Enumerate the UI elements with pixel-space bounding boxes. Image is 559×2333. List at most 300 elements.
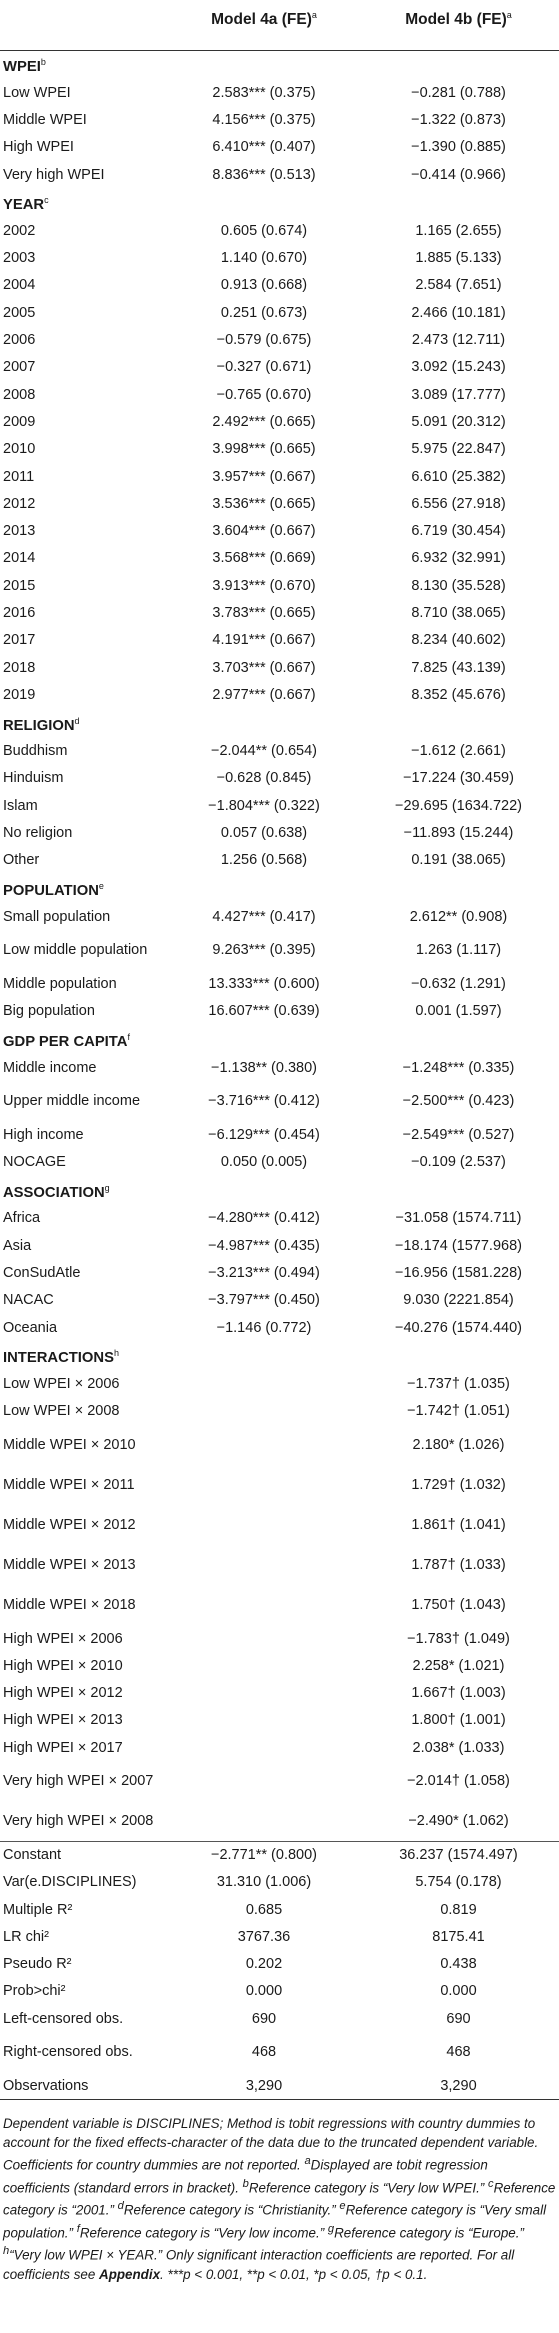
model-4a-value: −1.804*** (0.322) — [208, 797, 320, 814]
model-4a-value — [170, 1545, 358, 1585]
table-row — [0, 847, 559, 874]
model-4b-stat: 468 — [446, 2044, 471, 2061]
table-row — [0, 161, 559, 188]
table-row — [0, 1652, 559, 1679]
row-label: 2007 — [3, 359, 36, 376]
model-4a-value: 13.333*** (0.600) — [208, 975, 320, 992]
row-label: 2013 — [3, 523, 36, 540]
model-4a-value: 3.604*** (0.667) — [212, 523, 316, 540]
model-4b-value: 1.750† (1.043) — [411, 1596, 506, 1613]
stats-row — [0, 2072, 559, 2099]
row-label: High WPEI — [3, 139, 74, 156]
table-row — [0, 1314, 559, 1341]
row-label: High WPEI × 2017 — [3, 1739, 123, 1756]
model-4b-value: −40.276 (1574.440) — [395, 1319, 522, 1336]
stat-label: Observations — [0, 2072, 170, 2099]
table-row — [0, 1425, 559, 1465]
model-4a-stat: 31.310 (1.006) — [216, 1874, 312, 1891]
model-4a-value: 9.263*** (0.395) — [212, 942, 316, 959]
header-model-4a-label: Model 4a (FE) — [211, 11, 312, 29]
section-header-row — [0, 50, 559, 79]
table-row — [0, 436, 559, 463]
section-title — [0, 50, 559, 79]
model-4b-stat: 8175.41 — [432, 1928, 485, 1945]
model-4a-value: 3.913*** (0.670) — [212, 577, 316, 594]
table-row — [0, 970, 559, 997]
model-4a-value: 0.605 (0.674) — [220, 222, 308, 239]
model-4b-value: 8.710 (38.065) — [411, 604, 506, 621]
model-4a-value: 4.191*** (0.667) — [212, 632, 316, 649]
model-4a-value: −0.327 (0.671) — [216, 359, 312, 376]
stats-row — [0, 2005, 559, 2032]
row-label: Islam — [3, 797, 38, 814]
row-label: Small population — [3, 908, 111, 925]
row-label: Middle WPEI × 2018 — [3, 1596, 136, 1613]
note-method: Dependent variable is DISCIPLINES; Method is tobit regressions with country dummies to account for the fixed effects-character of the data due to the truncated dependent variable. Coefficients for country dummies are not reported. — [3, 2116, 539, 2173]
row-label: High income — [3, 1126, 84, 1143]
model-4b-value: −16.956 (1581.228) — [395, 1265, 522, 1282]
header-blank — [0, 0, 170, 50]
model-4a-value: −1.138** (0.380) — [210, 1059, 317, 1076]
row-label: 2011 — [3, 468, 35, 485]
table-row — [0, 1761, 559, 1801]
model-4b-value: −2.014† (1.058) — [407, 1773, 510, 1790]
row-label: Oceania — [3, 1319, 58, 1336]
row-label: Middle WPEI × 2013 — [3, 1556, 136, 1573]
stat-label: Prob>chi² — [3, 1983, 66, 2000]
model-4b-value: 2.466 (10.181) — [411, 304, 506, 321]
model-4a-stat: 0.685 — [245, 1901, 283, 1918]
stats-row — [0, 1923, 559, 1950]
table-row — [0, 244, 559, 271]
model-4a-value: 8.836*** (0.513) — [212, 166, 316, 183]
model-4b-value: 3.092 (15.243) — [411, 359, 506, 376]
model-4b-value: 2.038* (1.033) — [412, 1739, 505, 1756]
stats-row — [0, 1869, 559, 1896]
table-row — [0, 1054, 559, 1081]
section-title — [0, 874, 559, 903]
row-label: 2009 — [3, 413, 36, 430]
model-4a-value: −2.044** (0.654) — [210, 743, 317, 760]
section-title-sup: g — [104, 1182, 110, 1193]
model-4b-value: −2.500*** (0.423) — [402, 1093, 515, 1110]
model-4a-stat: 690 — [251, 2010, 277, 2027]
table-row — [0, 1625, 559, 1652]
row-label: Low WPEI — [3, 84, 71, 101]
model-4b-value: 2.180* (1.026) — [412, 1436, 505, 1453]
model-4b-value: 6.556 (27.918) — [411, 495, 506, 512]
table-row — [0, 1081, 559, 1121]
table-row — [0, 1707, 559, 1734]
model-4a-value: 2.977*** (0.667) — [212, 686, 316, 703]
model-4a-stat: 0.000 — [245, 1983, 283, 2000]
table-body — [0, 50, 559, 2100]
row-label: 2002 — [3, 222, 36, 239]
stats-row — [0, 2032, 559, 2072]
model-4a-value: −3.716*** (0.412) — [208, 1093, 320, 1110]
model-4b-value: 6.932 (32.991) — [411, 550, 506, 567]
section-title-text: RELIGION — [3, 717, 75, 734]
section-title-text: POPULATION — [3, 882, 99, 899]
model-4b-stat: 5.754 (0.178) — [415, 1874, 502, 1891]
model-4a-value: 1.256 (0.568) — [220, 852, 308, 869]
table-row — [0, 681, 559, 708]
row-label: Asia — [3, 1237, 32, 1254]
note-c: Reference category is “2001.” — [3, 2180, 556, 2218]
row-label: ConSudAtle — [3, 1265, 81, 1282]
row-label: Middle WPEI × 2010 — [3, 1436, 136, 1453]
row-label: 2014 — [3, 550, 36, 567]
table-row — [0, 463, 559, 490]
row-label: 2012 — [3, 495, 36, 512]
table-row — [0, 903, 559, 930]
row-label: 2016 — [3, 604, 36, 621]
row-label: 2019 — [3, 686, 36, 703]
header-model-4a — [170, 0, 358, 50]
table-row — [0, 599, 559, 626]
header-model-4b — [358, 0, 559, 50]
row-label: 2005 — [3, 304, 36, 321]
model-4b-value: −2.490* (1.062) — [408, 1813, 509, 1830]
row-label: Hinduism — [3, 770, 64, 787]
model-4a-value — [170, 1370, 358, 1397]
model-4b-value: 7.825 (43.139) — [411, 659, 506, 676]
appendix-link[interactable]: Appendix — [99, 2266, 161, 2282]
model-4a-value: −3.213*** (0.494) — [208, 1265, 320, 1282]
model-4a-value — [170, 1398, 358, 1425]
note-significance: . ***p < 0.001, **p < 0.01, *p < 0.05, †p < 0.1. — [160, 2266, 428, 2282]
row-label: No religion — [3, 825, 73, 842]
table-row — [0, 819, 559, 846]
section-header-row — [0, 188, 559, 217]
note-e: Reference category is “Very small population.” — [3, 2202, 547, 2241]
section-title — [0, 709, 559, 738]
model-4b-value: −1.742† (1.051) — [407, 1403, 510, 1420]
table-row — [0, 1205, 559, 1232]
model-4b-value: 1.165 (2.655) — [415, 222, 502, 239]
model-4a-stat: 3,290 — [170, 2072, 358, 2099]
table-row — [0, 1734, 559, 1761]
model-4a-value: −0.628 (0.845) — [216, 770, 312, 787]
stat-label: Multiple R² — [3, 1901, 73, 1918]
table-row — [0, 1398, 559, 1425]
model-4b-value: 1.800† (1.001) — [411, 1712, 506, 1729]
section-header-row — [0, 1025, 559, 1054]
table-row — [0, 1465, 559, 1505]
table-row — [0, 998, 559, 1025]
stats-row — [0, 1841, 559, 1868]
stats-row — [0, 1951, 559, 1978]
model-4a-value: 3.536*** (0.665) — [212, 495, 316, 512]
table-row — [0, 1149, 559, 1176]
model-4b-stat: 690 — [446, 2010, 471, 2027]
row-label: High WPEI × 2012 — [3, 1685, 123, 1702]
model-4b-value: −0.281 (0.788) — [411, 84, 506, 101]
section-header-row — [0, 874, 559, 903]
model-4a-value — [170, 1801, 358, 1841]
table-row — [0, 572, 559, 599]
stats-row — [0, 1978, 559, 2005]
section-title — [0, 1341, 559, 1370]
model-4b-value: 0.001 (1.597) — [415, 1003, 502, 1020]
table-header — [0, 0, 559, 50]
model-4a-stat: 468 — [251, 2044, 277, 2061]
model-4a-value — [170, 1505, 358, 1545]
table-row — [0, 1287, 559, 1314]
model-4b-stat: 3,290 — [358, 2072, 559, 2099]
model-4a-value: −4.987*** (0.435) — [208, 1237, 320, 1254]
table-row — [0, 1679, 559, 1706]
row-label: 2006 — [3, 332, 36, 349]
model-4a-value — [170, 1679, 358, 1706]
model-4a-value: −6.129*** (0.454) — [208, 1126, 320, 1143]
model-4b-stat: 36.237 (1574.497) — [358, 1841, 559, 1868]
row-label: Middle WPEI — [3, 111, 87, 128]
table-row — [0, 272, 559, 299]
model-4a-value: 4.427*** (0.417) — [212, 908, 316, 925]
row-label: 2008 — [3, 386, 36, 403]
model-4a-value: 3.957*** (0.667) — [212, 468, 316, 485]
model-4a-value: 16.607*** (0.639) — [208, 1003, 320, 1020]
model-4b-value: −31.058 (1574.711) — [395, 1210, 522, 1227]
model-4b-value: 0.191 (38.065) — [411, 852, 506, 869]
model-4a-value: −1.146 (0.772) — [216, 1319, 312, 1336]
section-header-row — [0, 1341, 559, 1370]
model-4a-value — [170, 1465, 358, 1505]
row-label: 2010 — [3, 441, 36, 458]
model-4a-value: −0.765 (0.670) — [216, 386, 312, 403]
table-row — [0, 517, 559, 544]
table-row — [0, 408, 559, 435]
note-h: “Very low WPEI × YEAR.” Only significant interaction coefficients are reported. For all coefficients see — [3, 2247, 515, 2282]
section-title-sup: b — [40, 57, 46, 68]
model-4a-stat: 0.202 — [245, 1956, 283, 1973]
table-row — [0, 792, 559, 819]
model-4b-value: 1.885 (5.133) — [415, 250, 502, 267]
section-title-text: GDP PER CAPITA — [3, 1033, 128, 1050]
model-4b-value: 2.258* (1.021) — [412, 1657, 505, 1674]
model-4a-value — [170, 1625, 358, 1652]
model-4b-value: 1.667† (1.003) — [411, 1685, 506, 1702]
table-footnote: Dependent variable is DISCIPLINES; Method is tobit regressions with country dummies to account for the fixed effects-character of the data due to the truncated dependent variable. Coefficients for country dummies are not reported. $^a$Displayed are tobit regression coefficients (standard errors in bracket). $^b$Reference category is “Very low WPEI.” $^c$Reference category is “2001.” $^d$Reference category is “Christianity.” $^e$Reference category is “Very small population.” $^f$Reference category is “Very low income.” $^g$Reference category is “Europe.” $^h$“Very low WPEI × YEAR.” Only significant interaction coefficients are reported. For all coefficients see Appendix. ***p < 0.001, **p < 0.01, *p < 0.05, †p < 0.1. — [3, 2116, 556, 2282]
model-4b-value: 5.975 (22.847) — [411, 441, 506, 458]
row-label: Middle population — [3, 975, 117, 992]
model-4a-value: 3.703*** (0.667) — [212, 659, 316, 676]
model-4a-value: 2.583*** (0.375) — [212, 84, 316, 101]
row-label: NACAC — [3, 1292, 54, 1309]
table-row — [0, 545, 559, 572]
model-4b-value: 2.473 (12.711) — [411, 332, 506, 349]
model-4a-value: 3.998*** (0.665) — [212, 441, 316, 458]
section-header-row — [0, 1176, 559, 1205]
model-4b-value: −11.893 (15.244) — [403, 825, 514, 842]
section-title-text: INTERACTIONS — [3, 1350, 114, 1367]
model-4b-value: 1.263 (1.117) — [415, 942, 502, 959]
section-title-sup: d — [74, 715, 80, 726]
header-model-4a-sup: a — [311, 10, 317, 20]
table-row — [0, 490, 559, 517]
header-model-4b-sup: a — [506, 10, 512, 20]
model-4b-value: 8.130 (35.528) — [411, 577, 506, 594]
table-row — [0, 217, 559, 244]
row-label: 2003 — [3, 250, 36, 267]
model-4b-value: −1.612 (2.661) — [411, 743, 506, 760]
row-label: 2018 — [3, 659, 36, 676]
stat-label: Right-censored obs. — [3, 2044, 133, 2061]
table-row — [0, 1585, 559, 1625]
note-d: Reference category is “Christianity.” — [123, 2202, 340, 2218]
model-4a-value: 3.568*** (0.669) — [212, 550, 316, 567]
model-4b-value: −1.390 (0.885) — [411, 139, 506, 156]
model-4b-value: −18.174 (1577.968) — [395, 1237, 522, 1254]
model-4b-stat: 0.819 — [440, 1901, 477, 1918]
note-f: Reference category is “Very low income.” — [79, 2225, 328, 2241]
model-4a-value — [170, 1652, 358, 1679]
row-label: 2004 — [3, 277, 36, 294]
note-b: Reference category is “Very low WPEI.” — [248, 2180, 488, 2196]
table-row — [0, 1505, 559, 1545]
row-label: High WPEI × 2013 — [3, 1712, 123, 1729]
table-row — [0, 1121, 559, 1148]
model-4a-value: −0.579 (0.675) — [216, 332, 312, 349]
row-label: Very high WPEI × 2007 — [3, 1773, 154, 1790]
stat-label: Left-censored obs. — [3, 2010, 124, 2027]
model-4a-stat: 3767.36 — [237, 1928, 291, 1945]
model-4a-value: 0.057 (0.638) — [220, 825, 308, 842]
stat-label: LR chi² — [3, 1928, 49, 1945]
row-label: Middle WPEI × 2011 — [3, 1476, 135, 1493]
table-row — [0, 134, 559, 161]
model-4a-stat: −2.771** (0.800) — [170, 1841, 358, 1868]
model-4a-value: 1.140 (0.670) — [220, 250, 308, 267]
model-4b-stat: 0.000 — [440, 1983, 477, 2000]
model-4b-value: 1.729† (1.032) — [411, 1476, 506, 1493]
model-4a-value — [170, 1425, 358, 1465]
model-4a-value — [170, 1761, 358, 1801]
table-row — [0, 738, 559, 765]
section-title-text: YEAR — [3, 197, 45, 214]
model-4b-value: −1.737† (1.035) — [407, 1375, 510, 1392]
stat-label: Constant — [0, 1841, 170, 1868]
note-g: Reference category is “Europe.” — [334, 2225, 524, 2241]
table-row — [0, 326, 559, 353]
section-title-sup: e — [98, 881, 104, 892]
stats-row — [0, 1896, 559, 1923]
model-4b-value: 9.030 (2221.854) — [403, 1292, 514, 1309]
model-4b-value: 1.861† (1.041) — [411, 1516, 506, 1533]
model-4a-value: 6.410*** (0.407) — [212, 139, 316, 156]
row-label: Low WPEI × 2006 — [3, 1375, 120, 1392]
model-4a-value: 0.251 (0.673) — [220, 304, 308, 321]
row-label: Upper middle income — [3, 1093, 141, 1110]
row-label: Low middle population — [3, 942, 148, 959]
model-4a-value: −4.280*** (0.412) — [208, 1210, 320, 1227]
row-label: Very high WPEI × 2008 — [3, 1813, 154, 1830]
model-4a-value — [170, 1707, 358, 1734]
model-4b-value: −2.549*** (0.527) — [402, 1126, 515, 1143]
model-4a-value: 4.156*** (0.375) — [212, 111, 316, 128]
model-4b-value: −29.695 (1634.722) — [395, 797, 522, 814]
table-row — [0, 1259, 559, 1286]
section-title-sup: c — [44, 195, 49, 206]
model-4b-value: −0.632 (1.291) — [411, 975, 506, 992]
section-title — [0, 188, 559, 217]
model-4b-value: 2.584 (7.651) — [415, 277, 502, 294]
row-label: Other — [3, 852, 40, 869]
row-label: High WPEI × 2010 — [3, 1657, 123, 1674]
row-label: High WPEI × 2006 — [3, 1630, 123, 1647]
model-4a-value — [170, 1734, 358, 1761]
table-row — [0, 299, 559, 326]
model-4b-value: 8.352 (45.676) — [411, 686, 506, 703]
model-4a-value: 3.783*** (0.665) — [212, 604, 316, 621]
table-row — [0, 1545, 559, 1585]
model-4a-value: 0.050 (0.005) — [220, 1154, 308, 1171]
row-label: Low WPEI × 2008 — [3, 1403, 120, 1420]
row-label: 2015 — [3, 577, 36, 594]
model-4b-value: −0.109 (2.537) — [411, 1154, 506, 1171]
model-4b-value: 2.612** (0.908) — [409, 908, 508, 925]
row-label: Middle income — [3, 1059, 97, 1076]
section-title-sup: h — [113, 1348, 119, 1359]
table-row — [0, 765, 559, 792]
model-4b-value: −17.224 (30.459) — [403, 770, 514, 787]
table-row — [0, 79, 559, 106]
model-4b-value: 3.089 (17.777) — [411, 386, 506, 403]
section-title — [0, 1176, 559, 1205]
row-label: Very high WPEI — [3, 166, 105, 183]
table-row — [0, 930, 559, 970]
model-4a-value: −3.797*** (0.450) — [208, 1292, 320, 1309]
table-row — [0, 654, 559, 681]
model-4b-value: −1.248*** (0.335) — [402, 1059, 515, 1076]
model-4b-stat: 0.438 — [440, 1956, 477, 1973]
model-4b-value: −0.414 (0.966) — [411, 166, 506, 183]
model-4a-value: 2.492*** (0.665) — [212, 413, 316, 430]
table-row — [0, 106, 559, 133]
table-row — [0, 1370, 559, 1397]
model-4b-value: −1.783† (1.049) — [407, 1630, 510, 1647]
model-4b-value: 6.719 (30.454) — [411, 523, 506, 540]
section-title-text: ASSOCIATION — [3, 1184, 105, 1201]
header-model-4b-label: Model 4b (FE) — [405, 11, 507, 29]
stat-label: Var(e.DISCIPLINES) — [3, 1874, 137, 1891]
table-row — [0, 1801, 559, 1841]
model-4b-value: 1.787† (1.033) — [411, 1556, 506, 1573]
model-4b-value: 8.234 (40.602) — [411, 632, 506, 649]
section-title-text: WPEI — [3, 59, 41, 76]
model-4b-value: 6.610 (25.382) — [411, 468, 506, 485]
table-row — [0, 627, 559, 654]
section-title — [0, 1025, 559, 1054]
row-label: Big population — [3, 1003, 95, 1020]
row-label: Middle WPEI × 2012 — [3, 1516, 136, 1533]
row-label: 2017 — [3, 632, 36, 649]
model-4a-value: 0.913 (0.668) — [220, 277, 308, 294]
model-4b-value: −1.322 (0.873) — [411, 111, 506, 128]
table-row — [0, 354, 559, 381]
stat-label: Pseudo R² — [3, 1956, 72, 1973]
row-label: Africa — [3, 1210, 41, 1227]
model-4a-value — [170, 1585, 358, 1625]
section-title-sup: f — [127, 1031, 130, 1042]
model-4b-value: 5.091 (20.312) — [411, 413, 506, 430]
table-row — [0, 1232, 559, 1259]
table-row — [0, 381, 559, 408]
row-label: Buddhism — [3, 743, 68, 760]
section-header-row — [0, 709, 559, 738]
note-a: Displayed are tobit regression coefficients (standard errors in bracket). — [3, 2157, 488, 2196]
